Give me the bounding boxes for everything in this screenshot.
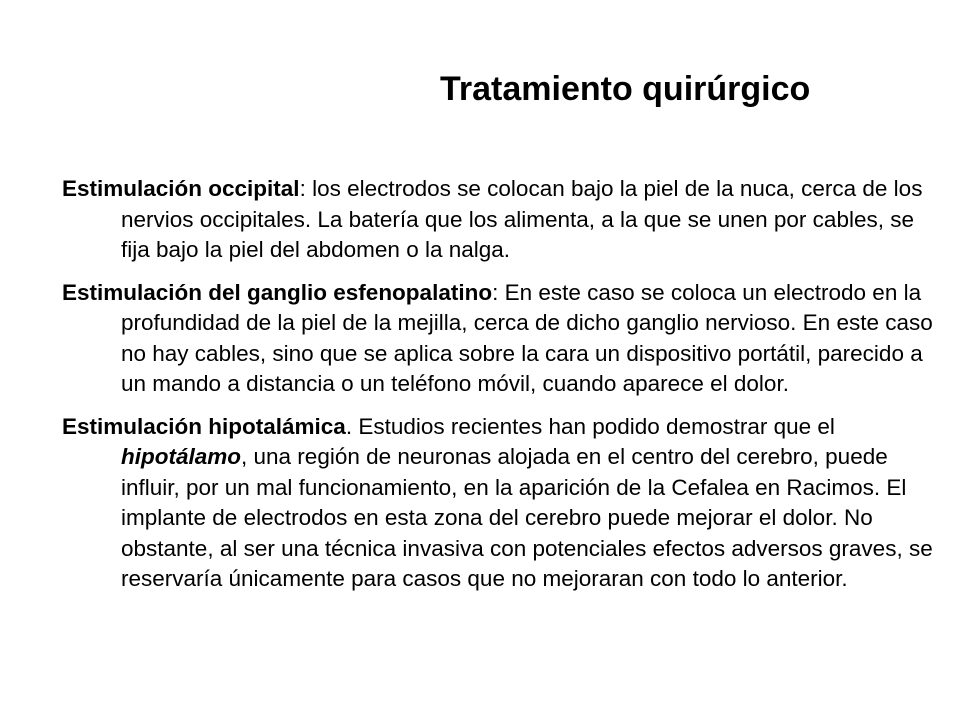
slide-title: Tratamiento quirúrgico (440, 70, 811, 108)
slide-body (62, 174, 934, 607)
paragraph-sphenopalatine-stimulation (62, 278, 934, 400)
paragraph-separator: . (345, 413, 353, 439)
paragraph-hypothalamic-stimulation (62, 412, 934, 595)
paragraph-text: Estudios recientes han podido demostrar que el (352, 413, 835, 439)
paragraph-occipital-stimulation (62, 174, 934, 266)
paragraph-lead: Estimulación del ganglio esfenopalatino (62, 279, 493, 305)
paragraph-separator: : (299, 176, 306, 201)
paragraph-text-continued: , una región de neuronas alojada en el centro del cerebro, puede influir, por un mal funcionamiento, en la aparición de la Cefalea en Racimos. El implante de electrodos en esta zona del cerebro puede mejorar el dolor. No obstante, al ser una técnica invasiva con potenciales efectos adversos graves, se reservaría únicamente para casos que no mejoraran con todo lo anterior. (121, 444, 933, 591)
emphasized-term: hipotálamo (121, 444, 242, 469)
paragraph-text: los electrodos se colocan bajo la piel de la nuca, cerca de los nervios occipitales. La batería que los alimenta, a la que se unen por cables, se fija bajo la piel del abdomen o la nalga. (121, 176, 923, 262)
paragraph-lead: Estimulación occipital (62, 176, 300, 201)
paragraph-lead: Estimulación hipotalámica (62, 413, 346, 439)
paragraph-text: En este caso se coloca un electrodo en la profundidad de la piel de la mejilla, cerca de dicho ganglio nervioso. En este caso no hay cables, sino que se aplica sobre la cara un dispositivo portátil, parecido a un mando a distancia o un teléfono móvil, cuando aparece el dolor. (121, 279, 933, 396)
paragraph-separator: : (492, 279, 499, 305)
